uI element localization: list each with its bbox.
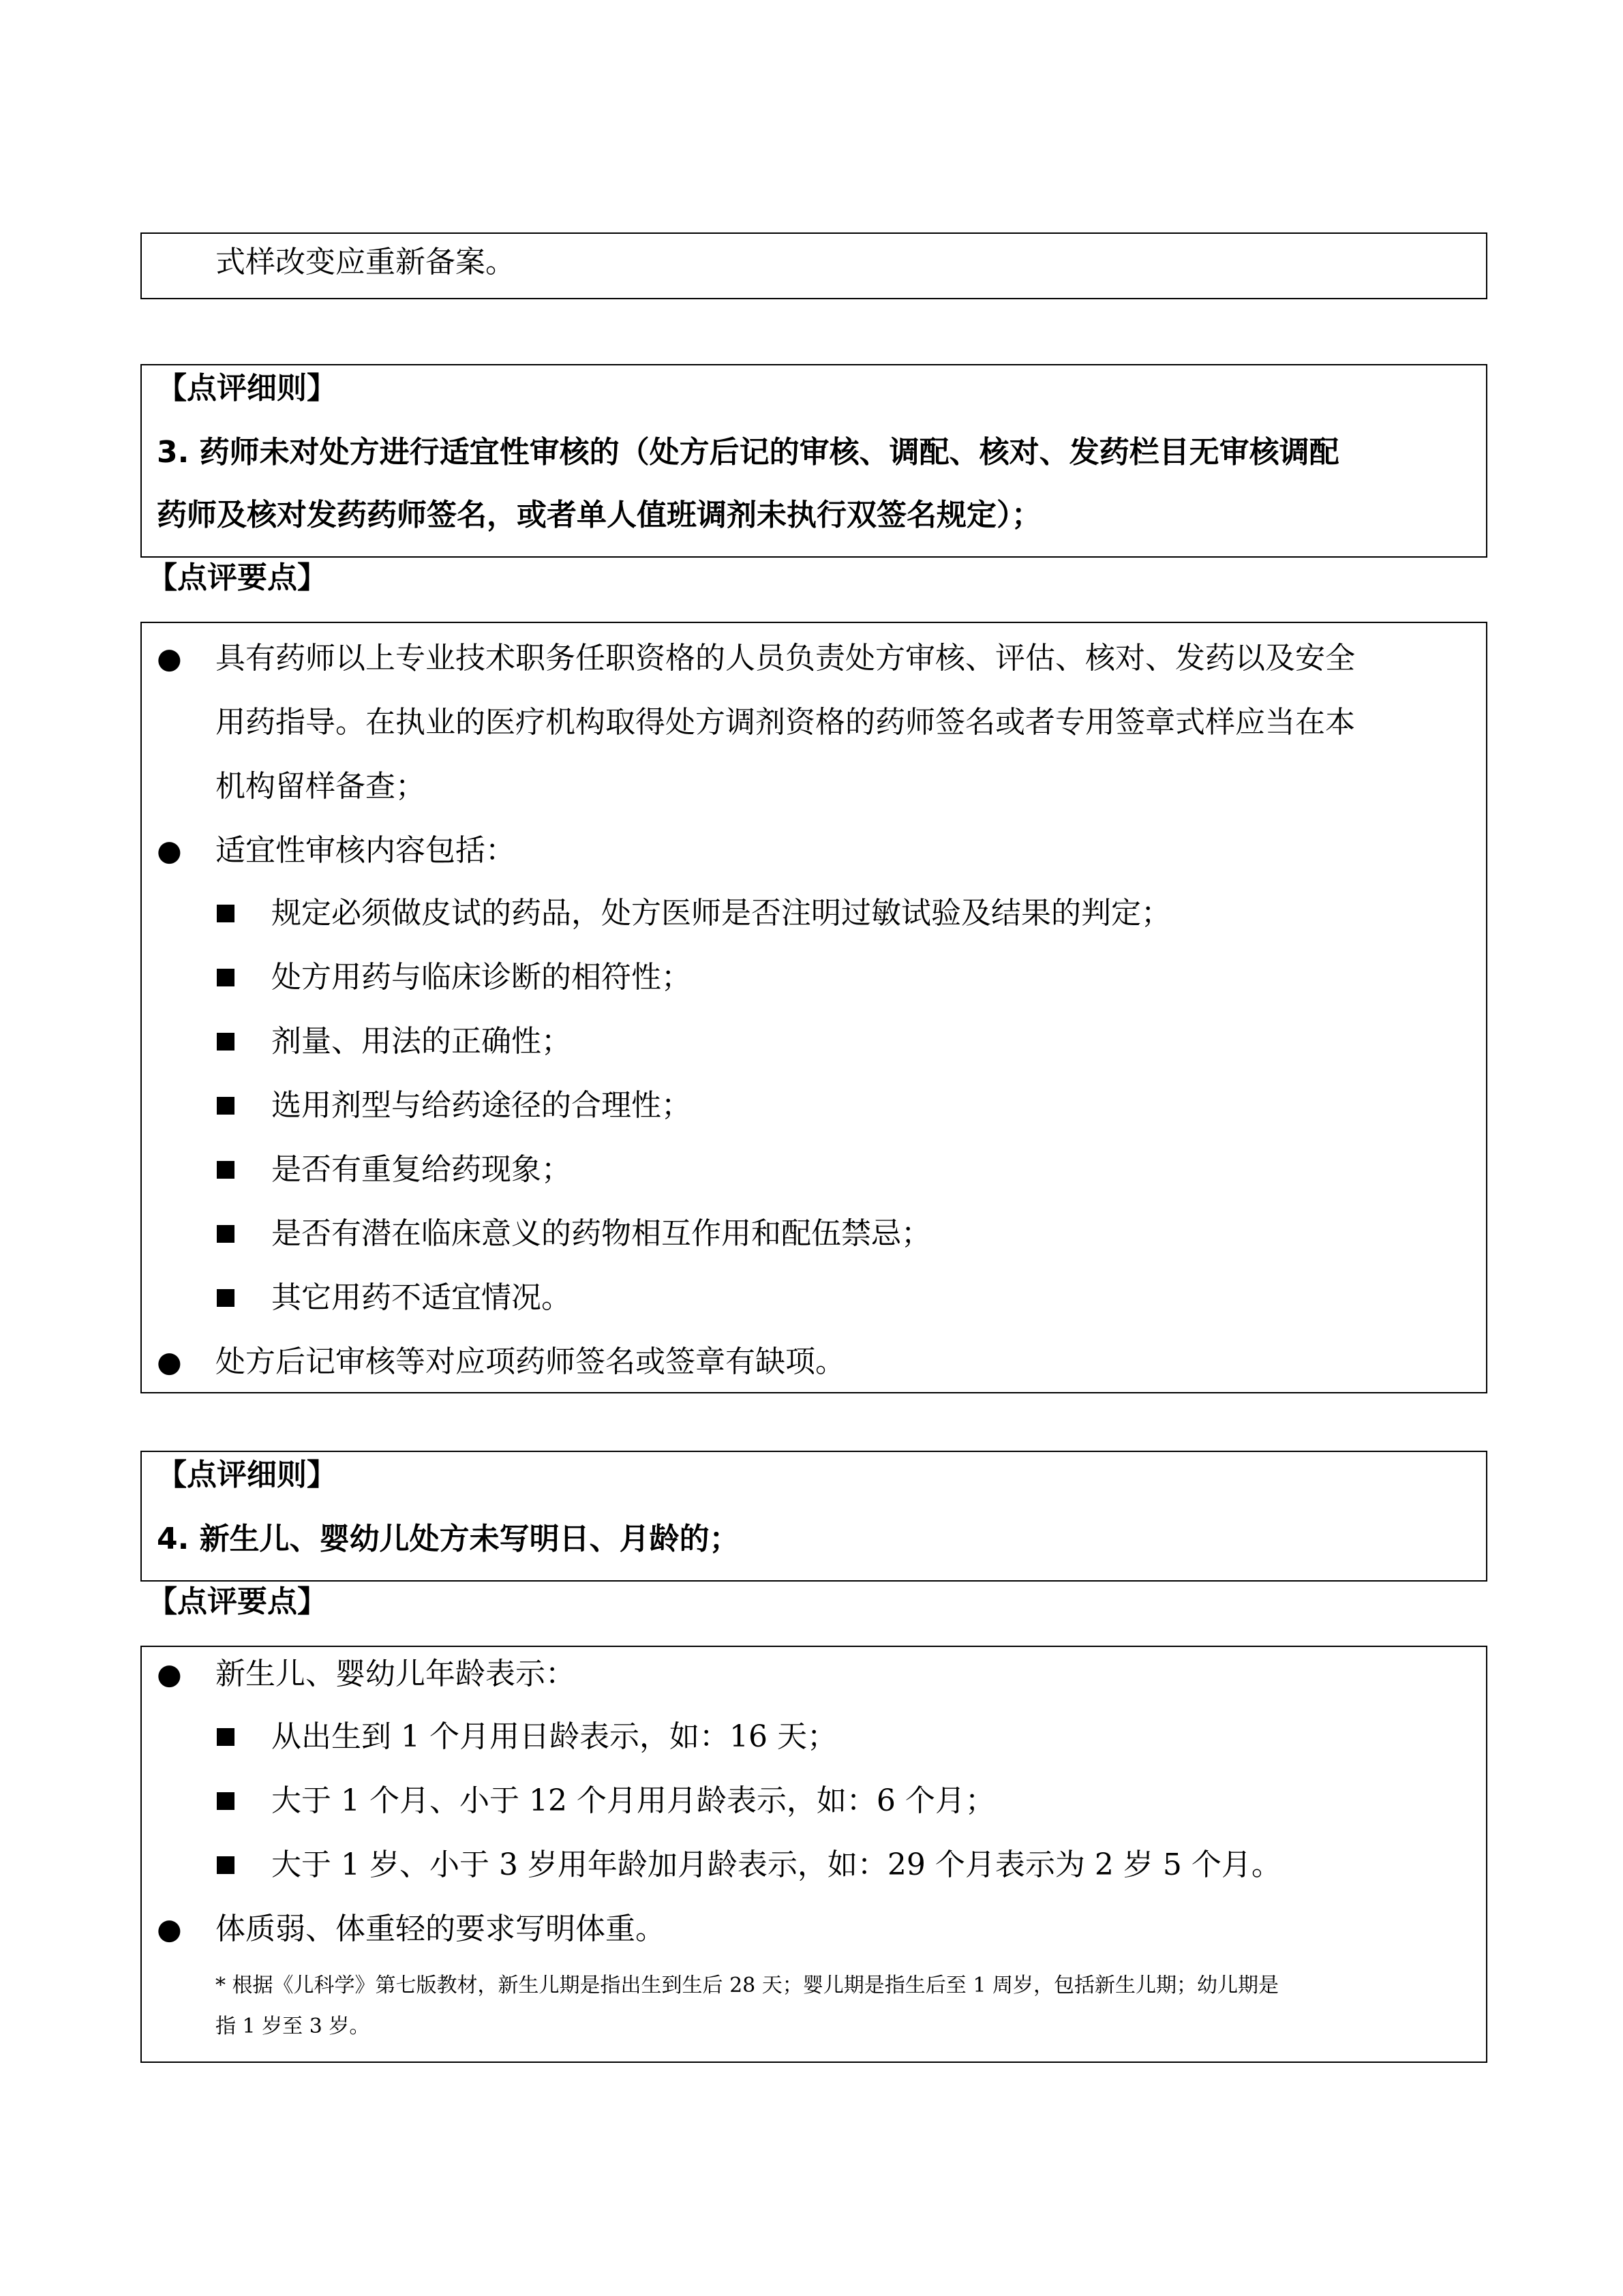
sub-item: 其它用药不适宜情况。	[271, 1280, 571, 1315]
footnote-line-1: * 根据《儿科学》第七版教材，新生儿期是指出生到生后 28 天；婴儿期是指生后至 1 周岁，包括新生儿期；幼儿期是	[215, 1974, 1279, 1997]
sub-item: 剂量、用法的正确性；	[271, 1024, 571, 1059]
square-bullet-icon	[217, 905, 234, 922]
points-box-3	[140, 622, 1487, 1393]
rule-header: 【点评细则】	[157, 371, 337, 406]
sub-item: 规定必须做皮试的药品，处方医师是否注明过敏试验及结果的判定；	[271, 896, 1171, 931]
continuation-text: 式样改变应重新备案。	[215, 245, 515, 280]
footnote-line-2: 指 1 岁至 3 岁。	[215, 2014, 370, 2038]
rule-line-2: 药师及核对发药药师签名，或者单人值班调剂未执行双签名规定）；	[157, 498, 1042, 532]
bullet1-line-2: 用药指导。在执业的医疗机构取得处方调剂资格的药师签名或者专用签章式样应当在本	[215, 705, 1355, 740]
sub-item: 从出生到 1 个月用日龄表示，如：16 天；	[271, 1719, 837, 1754]
square-bullet-icon	[217, 1097, 234, 1115]
rule-line: 4. 新生儿、婴幼儿处方未写明日、月龄的；	[157, 1522, 740, 1556]
continuation-box	[140, 232, 1487, 299]
bullet-dot: ●	[157, 1345, 182, 1378]
sub-item: 是否有潜在临床意义的药物相互作用和配伍禁忌；	[271, 1216, 931, 1251]
sub-item: 大于 1 个月、小于 12 个月用月龄表示，如：6 个月；	[271, 1783, 995, 1818]
square-bullet-icon	[217, 1728, 234, 1746]
bullet1-line-1: 具有药师以上专业技术职务任职资格的人员负责处方审核、评估、核对、发药以及安全	[215, 641, 1355, 676]
points-header: 【点评要点】	[147, 1584, 327, 1619]
sub-item: 大于 1 岁、小于 3 岁用年龄加月龄表示，如：29 个月表示为 2 岁 5 个月。	[271, 1847, 1281, 1882]
points-header: 【点评要点】	[147, 560, 327, 595]
square-bullet-icon	[217, 1289, 234, 1307]
square-bullet-icon	[217, 1856, 234, 1874]
bullet-dot: ●	[157, 1912, 182, 1946]
square-bullet-icon	[217, 1225, 234, 1243]
sub-item: 处方用药与临床诊断的相符性；	[271, 960, 691, 995]
rule-line-1: 3. 药师未对处方进行适宜性审核的（处方后记的审核、调配、核对、发药栏目无审核调配	[157, 435, 1339, 470]
bullet1-line-3: 机构留样备查；	[215, 769, 425, 804]
bullet2-text: 适宜性审核内容包括：	[215, 833, 515, 868]
bullet1-text: 新生儿、婴幼儿年龄表示：	[215, 1657, 575, 1691]
bullet-dot: ●	[157, 834, 182, 867]
rule-box-3	[140, 364, 1487, 558]
square-bullet-icon	[217, 969, 234, 986]
square-bullet-icon	[217, 1033, 234, 1051]
bullet-dot: ●	[157, 1657, 182, 1691]
square-bullet-icon	[217, 1792, 234, 1810]
square-bullet-icon	[217, 1161, 234, 1179]
bullet2-text: 体质弱、体重轻的要求写明体重。	[215, 1912, 665, 1946]
bullet3-text: 处方后记审核等对应项药师签名或签章有缺项。	[215, 1344, 845, 1379]
rule-box-4	[140, 1451, 1487, 1582]
bullet-dot: ●	[157, 641, 182, 675]
sub-item: 是否有重复给药现象；	[271, 1152, 571, 1187]
points-box-4	[140, 1646, 1487, 2063]
sub-item: 选用剂型与给药途径的合理性；	[271, 1088, 691, 1123]
rule-header: 【点评细则】	[157, 1457, 337, 1492]
